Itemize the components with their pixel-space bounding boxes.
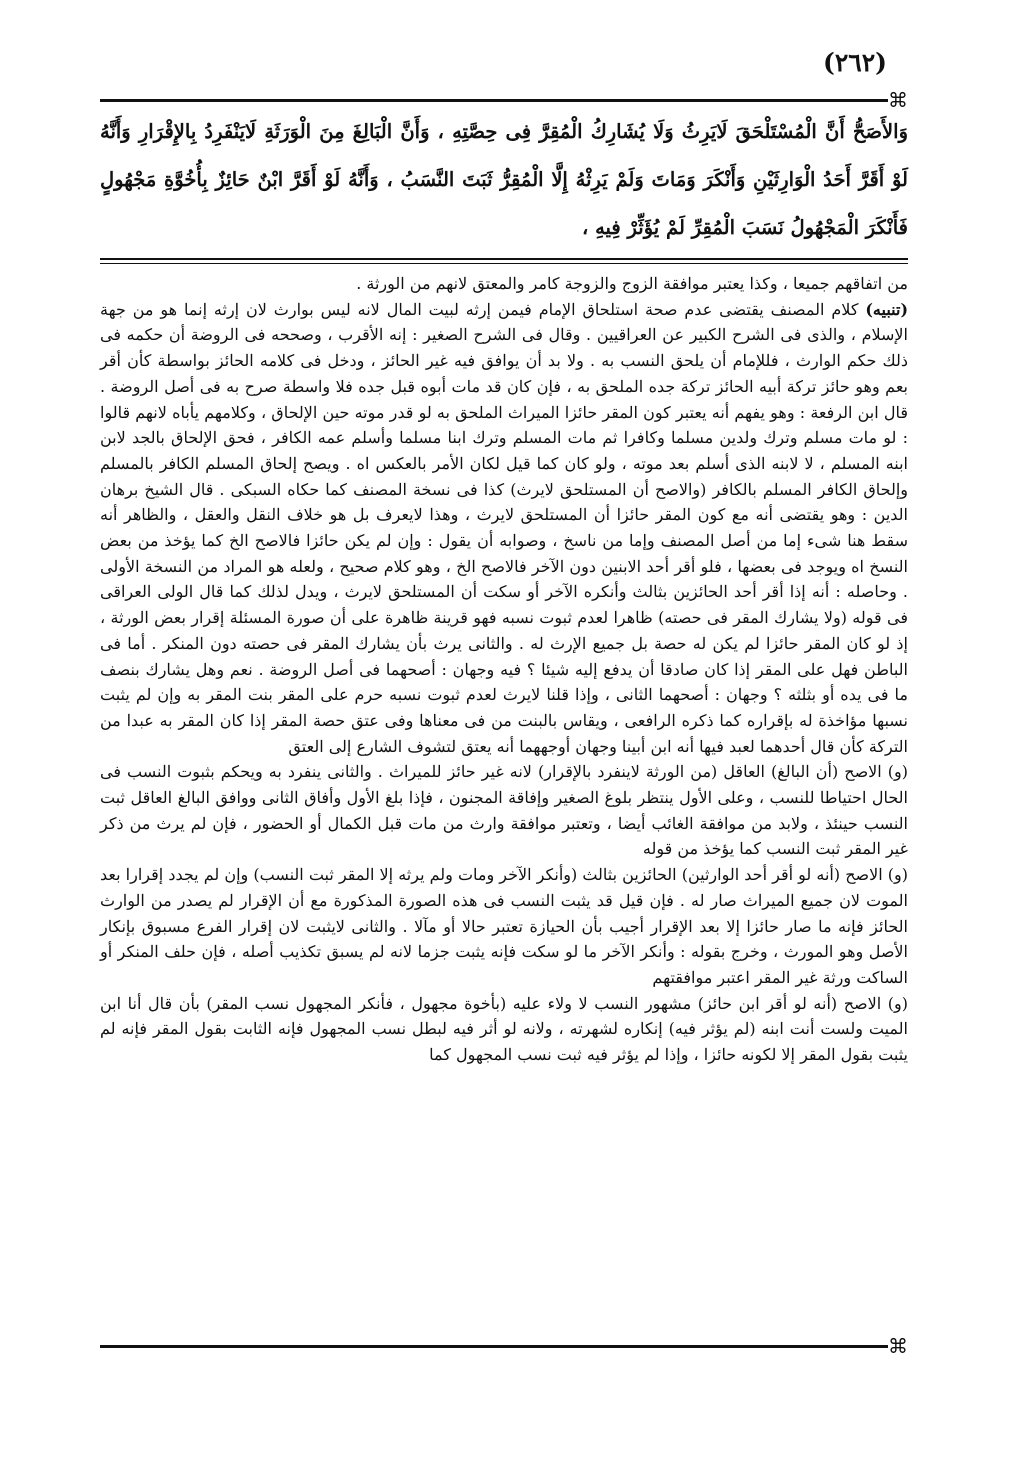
separator-rule [100, 258, 908, 260]
tanbih-label: (تنبيه) [865, 299, 909, 319]
matn-text: وَالأَصَحُّ أَنَّ الْمُسْتَلْحَقَ لَايَرِثُ وَلَا يُشَارِكُ الْمُقِرَّ فِى حِصَّتِهِ ، وَأَنَّ الْبَالِغَ مِنَ الْوَرَثَةِ لَايَنْفَرِدُ بِالإِقْرَارِ وَأَنَّهُ لَوْ أَقَرَّ أَحَدُ الْوَارِثَيْنِ وَأَنْكَرَ وَمَاتَ وَلَمْ يَرِثْهُ إِلَّا الْمُقِرُّ ثَبَتَ النَّسَبُ ، وَأَنَّهُ لَوْ أَقَرَّ ابْنٌ حَائِزٌ بِأُخُوَّةِ مَجْهُولٍ فَأَنْكَرَ الْمَجْهُولُ نَسَبَ الْمُقِرِّ لَمْ يُؤَثِّرْ فِيهِ ، [100, 120, 908, 239]
para-wa-annahu: (و) الاصح (أنه لو أقر أحد الوارثين) الحائزين بثالث (وأنكر الآخر ومات ولم يرثه إلا المقر ثبت النسب) وإن لم يجدد إقرارا بعد الموت لان جميع الميراث صار له . فإن قيل قد يثبت النسب فى هذه الصورة المذكورة مع أن الإقرار لم يصدر من الوارث الحائز فإنه ما صار حائزا إلا بعد الإقرار أجيب بأن الحيازة تعتبر حالا أو مآلا . والثانى لايثبت لان إقرار الفرع مسبوق بإنكار الأصل وهو المورث ، وخرج بقوله : وأنكر الآخر ما لو سكت فإنه يثبت جزما لانه لم يسبق تكذيب أصله ، فإن حلف المنكر أو الساكت ورثة غير المقر اعتبر موافقتهم [100, 865, 908, 987]
page-number: (٢٦٢) [823, 48, 887, 77]
para-ukhuwwa: (و) الاصح (أنه لو أقر ابن حائز) مشهور النسب لا ولاء عليه (بأخوة مجهول ، فأنكر المجهول نسب المقر) بأن قال أنا ابن الميت ولست أنت ابنه (لم يؤثر فيه) إنكاره لشهرته ، ولانه لو أثر فيه لبطل نسب المجهول فإنه الثابت بقول المقر فإنه لم يثبت بقول المقر إلا لكونه حائزا ، وإذا لم يؤثر فيه ثبت نسب المجهول كما [100, 993, 908, 1065]
para-asahh: (والاصح أن المستلحق لايرث) كذا فى نسخة المصنف كما حكاه السبكى . قال الشيخ برهان الدين : وهو يقتضى أنه مع كون المقر حائزا أن المستلحق لايرث ، وهذا لايعرف بل هو خلاف النقل والعقل ، والظاهر أنه سقط هنا شىء إما من أصل المصنف وإما من ناسخ ، وصوابه أن يقول : وإن لم يكن حائزا فالاصح الخ كما يؤخذ من بعض النسخ اه ويوجد فى بعضها ، فلو أقر أحد الابنين دون الآخر فالاصح الخ ، وهو كلام صحيح ، ولعله هو المراد من النسخة الأولى . وحاصله : أنه إذا أقر أحد الحائزين بثالث وأنكره الآخر أو سكت أن المستلحق لايرث ، ويدل لذلك كما قال الولى العراقى فى قوله (ولا يشارك المقر فى حصته) ظاهرا لعدم ثبوت نسبه فهو قرينة ظاهرة على أن صورة المسئلة إقرار بعض الورثة ، إذ لو كان المقر حائزا لم يكن له حصة بل جميع الإرث له . والثانى يرث بأن يشارك المقر فى حصته دون المنكر . أما فى الباطن فهل على المقر إذا كان صادقا أن يدفع إليه شيئا ؟ فيه وجهان : أصحهما فى أصل الروضة . نعم وهل يشارك بنصف ما فى يده أو بثلثه ؟ وجهان : أصحهما الثانى ، وإذا قلنا لايرث لعدم ثبوت نسبه حرم على المقر بنت المقر به وإن لم يثبت نسبها مؤاخذة له بإقراره كما ذكره الرافعى ، ويقاس بالبنت من فى معناها وفى عتق حصة المقر إذا كان المقر به عبدا من التركة كأن قال أحدهما لعبد فيها أنه ابن أبينا وجهان أوجههما أنه يعتق لتشوف الشارع إلى العتق [100, 479, 909, 756]
ornament-bottom-icon: ⌘ [888, 1334, 908, 1358]
bottom-rule [100, 1345, 888, 1348]
para-baligh: (و) الاصح (أن البالغ) العاقل (من الورثة لاينفرد بالإقرار) لانه غير حائز للميراث . والثانى ينفرد به ويحكم بثبوت النسب فى الحال احتياطا للنسب ، وعلى الأول ينتظر بلوغ الصغير وإفاقة المجنون ، فإذا بلغ الأول وأفاق الثانى ووافق البالغ العاقل ثبت النسب حينئذ ، ولابد من موافقة الغائب أيضا ، وتعتبر موافقة وارث من مات قبل الكمال أو الحضور ، فإن لم يرث من ذكر غير المقر ثبت النسب كما يؤخذ من قوله [100, 762, 908, 859]
tanbih-text: كلام المصنف يقتضى عدم صحة استلحاق الإمام فيمن إرثه لبيت المال لانه ليس بوارث لان إرثه إنما هو من جهة الإسلام ، والذى فى الشرح الكبير عن العراقيين . وقال فى الشرح الصغير : إنه الأقرب ، وصححه فى الروضة أن حكمه فى ذلك حكم الوارث ، فللإمام أن يلحق النسب به . ولا بد أن يوافق فيه غير الحائز ، ودخل فى كلامه الحائز بواسطة كأن أقر بعم وهو حائز تركة أبيه الحائز تركة جده الملحق به ، فإن كان قد مات أبوه قبل جده فلا واسطة صرح به فى أصل الروضة . قال ابن الرفعة : وهو يفهم أنه يعتبر كون المقر حائزا الميراث الملحق به لو قدر موته حين الإلحاق ، وكلامهم يأباه لانهم قالوا : لو مات مسلم وترك ولدين مسلما وكافرا ثم مات المسلم وترك ابنا مسلما وأسلم عمه الكافر ، فحق الإلحاق بالجد لابن ابنه المسلم ، لا لابنه الذى أسلم بعد موته ، ولو كان كما قيل لكان الأمر بالعكس اه . ويصح إلحاق المسلم الكافر بالمسلم وإلحاق الكافر المسلم بالكافر [100, 299, 909, 499]
sharh-tanbih [100, 297, 908, 760]
ornament-top-icon: ⌘ [888, 88, 908, 112]
sharh-opening: من اتفاقهم جميعا ، وكذا يعتبر موافقة الزوج والزوجة كامر والمعتق لانهم من الورثة . [356, 274, 908, 293]
separator-rule-thin [100, 263, 908, 264]
top-rule [100, 99, 888, 102]
sharh-commentary [100, 271, 908, 1068]
